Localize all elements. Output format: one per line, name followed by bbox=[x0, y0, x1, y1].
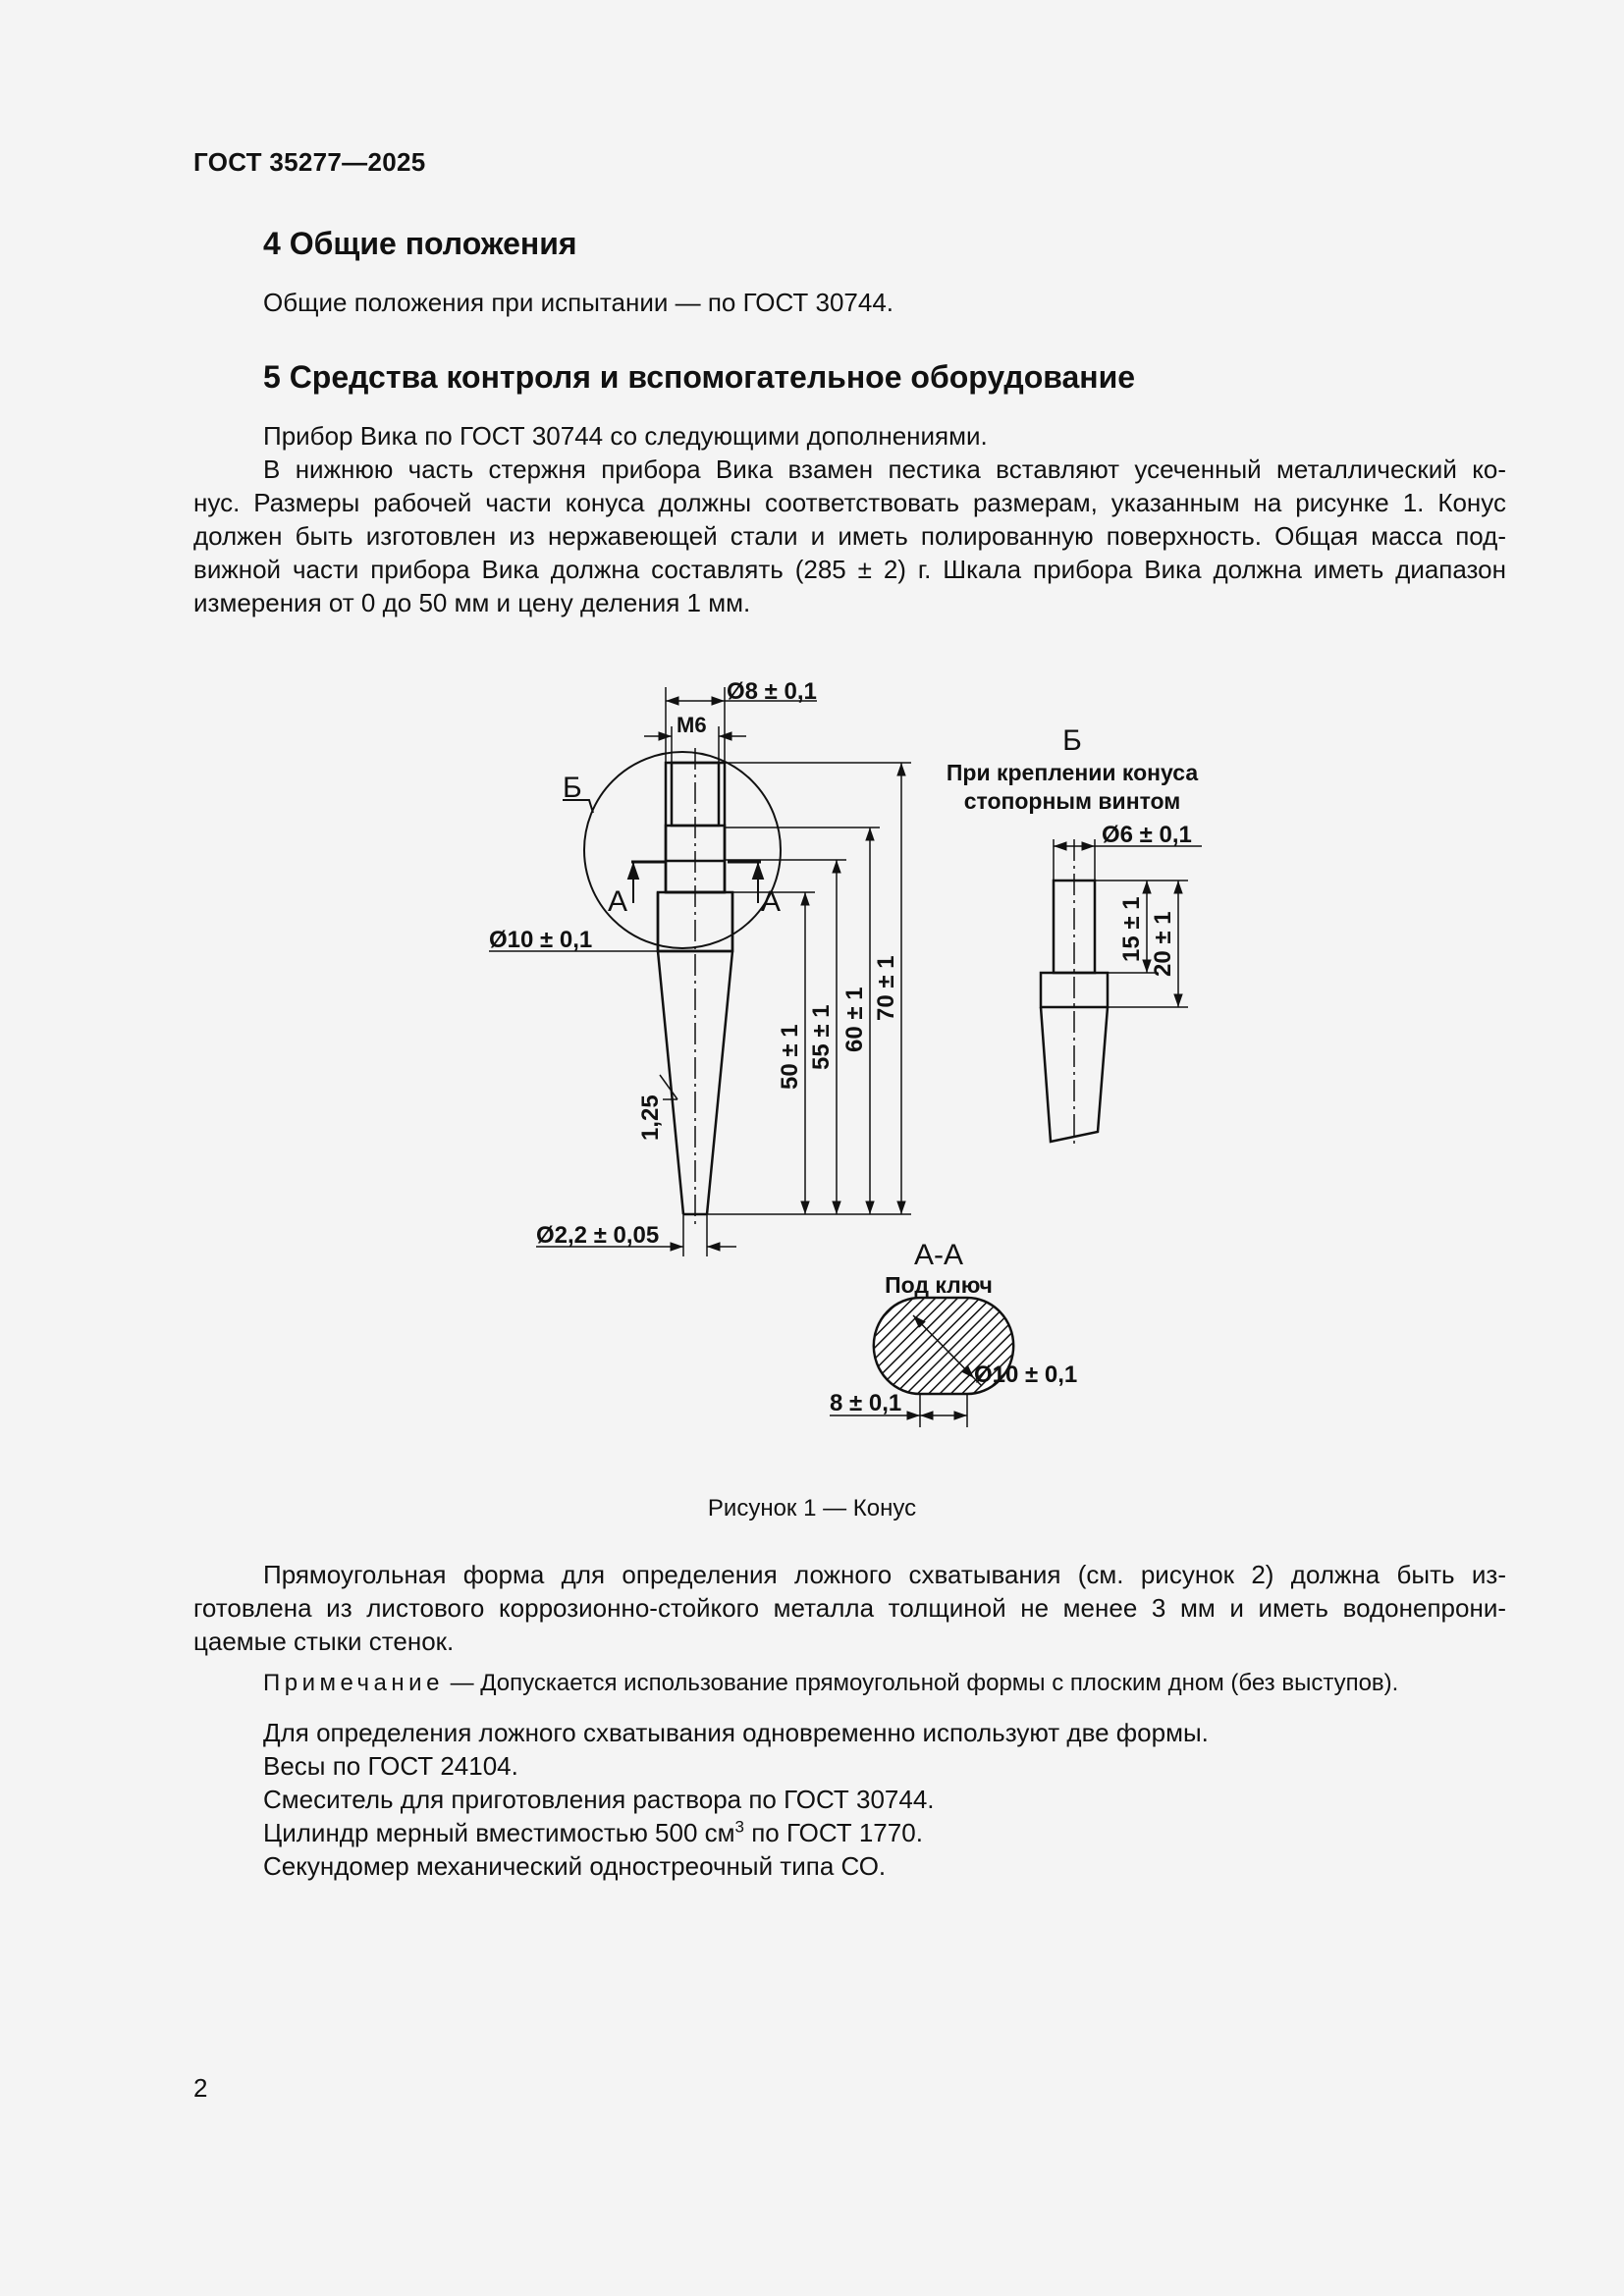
dim-h15: 15 ± 1 bbox=[1118, 896, 1145, 962]
paragraph-line: нус. Размеры рабочей части конуса должны соответствовать размерам, указанным на рисунке 1. Конус bbox=[193, 488, 1506, 517]
page-number: 2 bbox=[193, 2073, 208, 2103]
section-aa-subtitle: Под ключ bbox=[885, 1272, 993, 1298]
paragraph-line: В нижнюю часть стержня прибора Вика взамен пестика вставляют усеченный металлический ко- bbox=[263, 454, 1506, 484]
detail-b-title: Б bbox=[1062, 724, 1082, 757]
paragraph-line: измерения от 0 до 50 мм и цену деления 1 мм. bbox=[193, 588, 751, 617]
paragraph-line: цаемые стыки стенок. bbox=[193, 1627, 455, 1656]
dim-aa-8: 8 ± 0,1 bbox=[830, 1390, 902, 1416]
dim-d22: Ø2,2 ± 0,05 bbox=[536, 1222, 660, 1249]
detail-b-subtitle-1: При креплении конуса bbox=[946, 760, 1199, 785]
section-aa-title: А-А bbox=[913, 1239, 964, 1271]
dim-h55: 55 ± 1 bbox=[808, 1004, 835, 1070]
list-item: Весы по ГОСТ 24104. bbox=[263, 1751, 518, 1781]
paragraph-line: Прямоугольная форма для определения ложного схватывания (см. рисунок 2) должна быть из- bbox=[263, 1560, 1506, 1589]
dim-d8: Ø8 ± 0,1 bbox=[727, 678, 817, 705]
note-text: — Допускается использование прямоугольной формы с плоским дном (без выступов). bbox=[443, 1670, 1399, 1696]
cone-left bbox=[658, 892, 683, 1214]
note-label: Примечание bbox=[263, 1670, 444, 1696]
list-item-cylinder bbox=[263, 1816, 923, 1849]
cylinder-superscript: 3 bbox=[734, 1817, 744, 1837]
section-5-intro: Прибор Вика по ГОСТ 30744 со следующими дополнениями. bbox=[263, 421, 988, 451]
section-4-text: Общие положения при испытании — по ГОСТ 30744. bbox=[263, 288, 894, 317]
paragraph-line: готовлена из листового коррозионно-стойкого металла толщиной не менее 3 мм и иметь водонепрони- bbox=[193, 1593, 1506, 1623]
dim-h70: 70 ± 1 bbox=[873, 955, 899, 1021]
list-item: Смеситель для приготовления раствора по ГОСТ 30744. bbox=[263, 1785, 935, 1814]
callout-b: Б bbox=[563, 772, 582, 804]
section-4-heading: 4 Общие положения bbox=[263, 226, 577, 261]
form-paragraph bbox=[193, 1558, 1506, 1658]
dim-h20: 20 ± 1 bbox=[1150, 911, 1176, 977]
figure-caption: Рисунок 1 — Конус bbox=[707, 1495, 917, 1522]
dim-d10: Ø10 ± 0,1 bbox=[489, 927, 593, 953]
dim-m6: M6 bbox=[677, 713, 707, 737]
cylinder-text-end: по ГОСТ 1770. bbox=[744, 1818, 923, 1847]
note bbox=[263, 1670, 1398, 1697]
document-header: ГОСТ 35277—2025 bbox=[193, 147, 426, 177]
paragraph-line: должен быть изготовлен из нержавеющей стали и иметь полированную поверхность. Общая масса под- bbox=[193, 521, 1506, 551]
detail-b-subtitle-2: стопорным винтом bbox=[963, 788, 1181, 814]
dim-h60: 60 ± 1 bbox=[841, 987, 868, 1052]
dim-h50: 50 ± 1 bbox=[777, 1024, 803, 1090]
paragraph-line: вижной части прибора Вика должна составлять (285 ± 2) г. Шкала прибора Вика должна иметь диапазон bbox=[193, 555, 1506, 584]
dim-aa-d10: Ø10 ± 0,1 bbox=[974, 1362, 1078, 1388]
cylinder-text: Цилиндр мерный вместимостью 500 см bbox=[263, 1818, 735, 1847]
list-item: Секундомер механический одностреочный типа СО. bbox=[263, 1851, 887, 1881]
section-5-heading: 5 Средства контроля и вспомогательное оборудование bbox=[263, 359, 1136, 395]
dim-d6: Ø6 ± 0,1 bbox=[1102, 822, 1192, 848]
dim-slope: 1,25 bbox=[637, 1095, 664, 1141]
list-item: Для определения ложного схватывания одновременно используют две формы. bbox=[263, 1718, 1209, 1747]
section-mark-a-left: А bbox=[608, 885, 628, 918]
section-mark-a-right: А bbox=[761, 885, 782, 918]
